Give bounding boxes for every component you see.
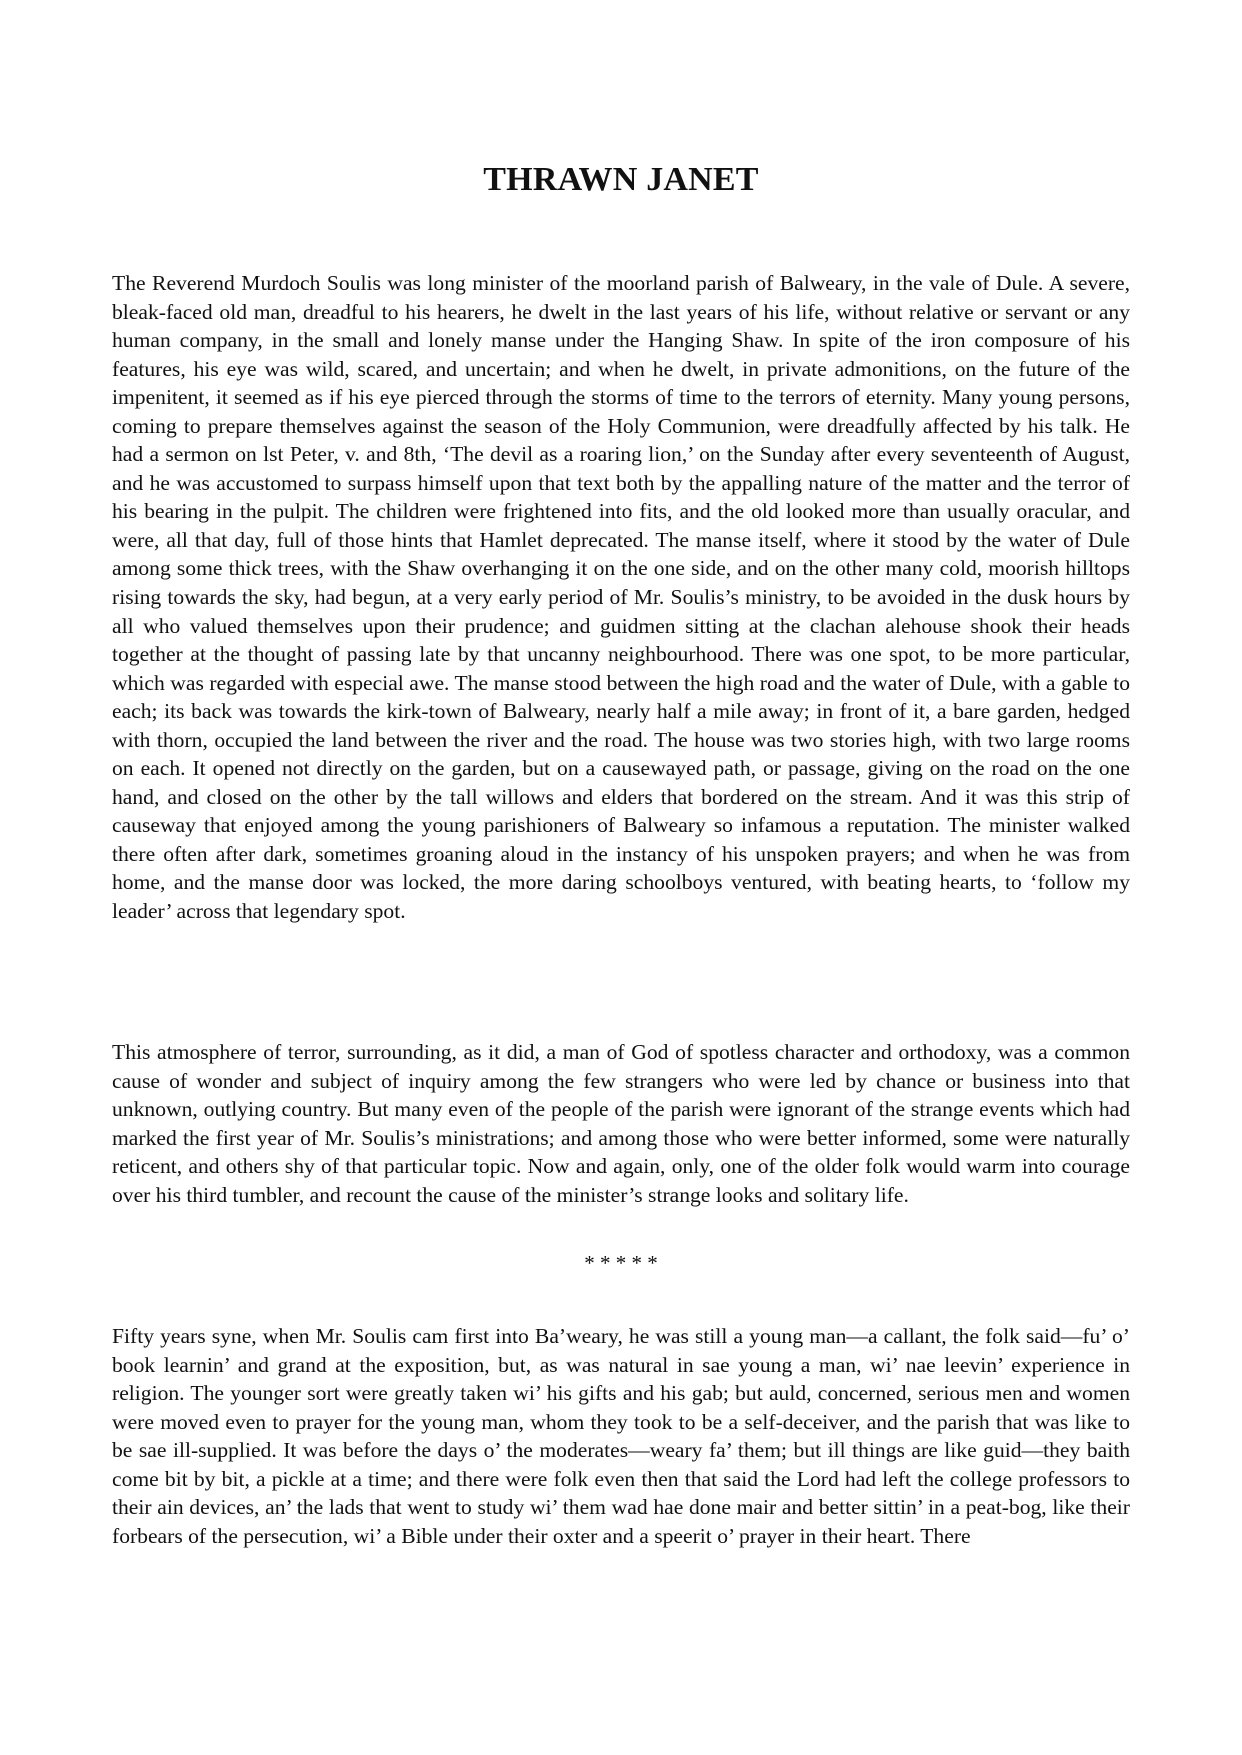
paragraph-1: The Reverend Murdoch Soulis was long minister of the moorland parish of Balweary, in the vale of Dule. A severe, bleak-faced old man, dreadful to his hearers, he dwelt in the last years of his life, without relative or servant or any human company, in the small and lonely manse under the Hanging Shaw. In spite of the iron composure of his features, his eye was wild, scared, and uncertain; and when he dwelt, in private admonitions, on the future of the impenitent, it seemed as if his eye pierced through the storms of time to the terrors of eternity. Many young persons, coming to prepare themselves against the season of the Holy Communion, were dreadfully affected by his talk. He had a sermon on lst Peter, v. and 8th, ‘The devil as a roaring lion,’ on the Sunday after every seventeenth of August, and he was accustomed to surpass himself upon that text both by the appalling nature of the matter and the terror of his bearing in the pulpit. The children were frightened into fits, and the old looked more than usually oracular, and were, all that day, full of those hints that Hamlet deprecated. The manse itself, where it stood by the water of Dule among some thick trees, with the Shaw overhanging it on the one side, and on the other many cold, moorish hilltops rising towards the sky, had begun, at a very early period of Mr. Soulis’s ministry, to be avoided in the dusk hours by all who valued themselves upon their prudence; and guidmen sitting at the clachan alehouse shook their heads together at the thought of passing late by that uncanny neighbourhood. There was one spot, to be more particular, which was regarded with especial awe. The manse stood between the high road and the water of Dule, with a gable to each; its back was towards the kirk-town of Balweary, nearly half a mile away; in front of it, a bare garden, hedged with thorn, occupied the land between the river and the road. The house was two stories high, with two large rooms on each. It opened not directly on the garden, but on a causewayed path, or passage, giving on the road on the one hand, and closed on the other by the tall willows and elders that bordered on the stream. And it was this strip of causeway that enjoyed among the young parishioners of Balweary so infamous a reputation. The minister walked there often after dark, sometimes groaning aloud in the instancy of his unspoken prayers; and when he was from home, and the manse door was locked, the more daring schoolboys ventured, with beating hearts, to ‘follow my leader’ across that legendary spot.	[112, 271, 1130, 924]
page-title: THRAWN JANET	[483, 161, 759, 198]
paragraph-2: This atmosphere of terror, surrounding, as it did, a man of God of spotless character and orthodoxy, was a common cause of wonder and subject of inquiry among the few strangers who were led by chance or business into that unknown, outlying country. But many even of the people of the parish were ignorant of the strange events which had marked the first year of Mr. Soulis’s ministrations; and among those who were better informed, some were naturally reticent, and others shy of that particular topic. Now and again, only, one of the older folk would warm into courage over his third tumbler, and recount the cause of the minister’s strange looks and solitary life.	[112, 1040, 1130, 1207]
paragraph-3: Fifty years syne, when Mr. Soulis cam first into Ba’weary, he was still a young man—a callant, the folk said—fu’ o’ book learnin’ and grand at the exposition, but, as was natural in sae young a man, wi’ nae leevin’ experience in religion. The younger sort were greatly taken wi’ his gifts and his gab; but auld, concerned, serious men and women were moved even to prayer for the young man, whom they took to be a self-deceiver, and the parish that was like to be sae ill-supplied. It was before the days o’ the moderates—weary fa’ them; but ill things are like guid—they baith come bit by bit, a pickle at a time; and there were folk even then that said the Lord had left the college professors to their ain devices, an’ the lads that went to study wi’ them wad hae done mair and better sittin’ in a peat-bog, like their forbears of the persecution, wi’ a Bible under their oxter and a speerit o’ prayer in their heart. There	[112, 1324, 1130, 1548]
section-separator: * * * * *	[584, 1251, 658, 1275]
